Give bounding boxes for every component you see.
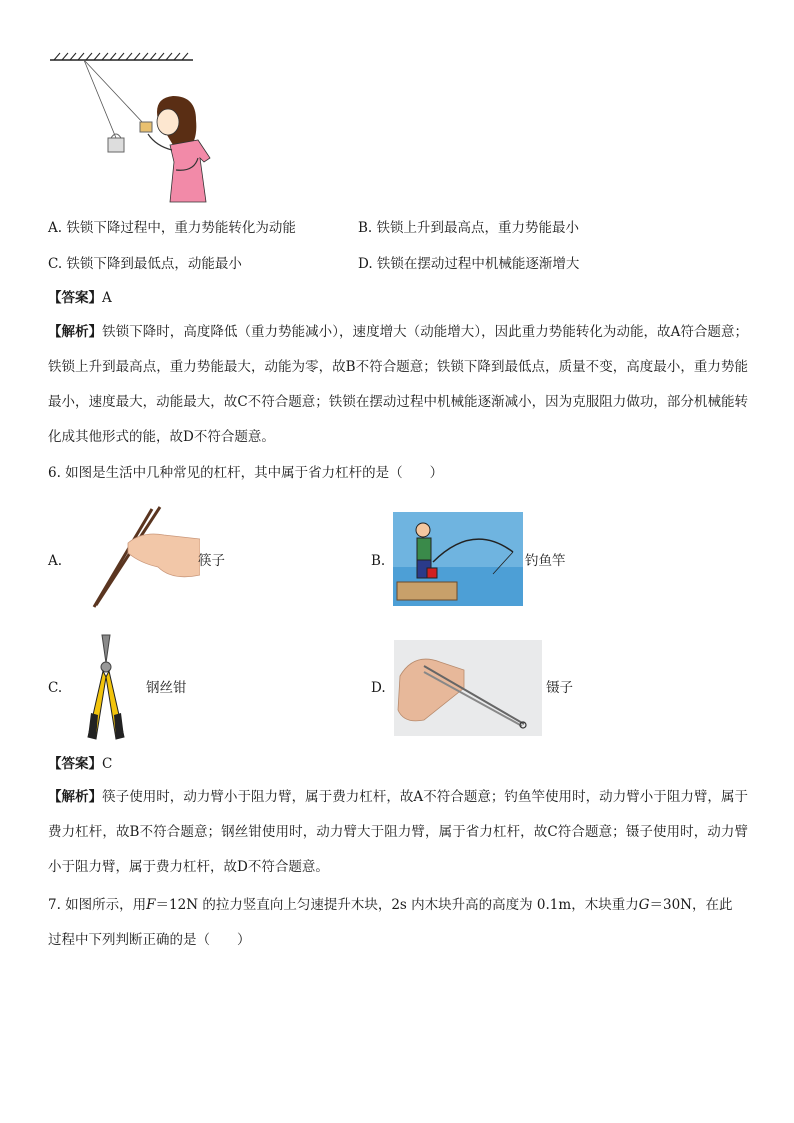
q7-stem-line2: 过程中下列判断正确的是（ ） bbox=[48, 932, 251, 948]
q7-force-symbol: F bbox=[146, 897, 156, 913]
q7-text-3: ＝30N，在此 bbox=[649, 897, 733, 913]
q6-option-d-label: 镊子 bbox=[546, 680, 573, 696]
q5-option-b: B. 铁锁上升到最高点，重力势能最小 bbox=[358, 220, 580, 236]
q6-option-a-letter: A. bbox=[48, 553, 63, 569]
analysis-text: 筷子使用时，动力臂小于阻力臂，属于费力杠杆，故A不符合题意；钓鱼竿使用时，动力臂小于阻力臂，属于费力杠杆，故B不符合题意；钢丝钳使用时，动力臂大于阻力臂，属于省力杠杆，故C符合题意；镊子使用时，动力臂小于阻力臂，属于费力杠杆，故D不符合题意。 bbox=[48, 789, 749, 875]
fishing-rod-image bbox=[393, 512, 523, 606]
q5-option-a: A. 铁锁下降过程中，重力势能转化为动能 bbox=[48, 220, 296, 236]
q6-analysis bbox=[48, 780, 748, 885]
q6-option-d-letter: D. bbox=[371, 680, 386, 696]
q6-option-a-label: 筷子 bbox=[198, 553, 225, 569]
q6-stem: 6. 如图是生活中几种常见的杠杆，其中属于省力杠杆的是（ ） bbox=[48, 465, 444, 481]
answer-value: A bbox=[102, 290, 112, 306]
q6-option-c-label: 钢丝钳 bbox=[146, 680, 187, 696]
q5-option-d: D. 铁锁在摆动过程中机械能逐渐增大 bbox=[358, 256, 580, 272]
q7-text-2: ＝12N 的拉力竖直向上匀速提升木块，2s 内木块升高的高度为 0.1m，木块重力 bbox=[155, 897, 639, 913]
answer-label: 【答案】 bbox=[48, 756, 102, 772]
q6-answer bbox=[48, 754, 112, 774]
pendulum-figure bbox=[48, 50, 228, 210]
analysis-text: 铁锁下降时，高度降低（重力势能减小），速度增大（动能增大），因此重力势能转化为动能，故A符合题意；铁锁上升到最高点，重力势能最大，动能为零，故B不符合题意；铁锁下降到最低点，质量不变，高度最小，重力势能最小，速度最大，动能最大，故C不符合题意；铁锁在摆动过程中机械能逐渐减小，因为克服阻力做功，部分机械能转化成其他形式的能，故D不符合题意。 bbox=[48, 324, 749, 445]
q7-stem-line1 bbox=[48, 895, 733, 915]
q5-analysis bbox=[48, 315, 748, 455]
answer-value: C bbox=[102, 756, 113, 772]
answer-label: 【答案】 bbox=[48, 290, 102, 306]
q6-option-b-letter: B. bbox=[371, 553, 386, 569]
chopsticks-image bbox=[92, 505, 200, 610]
analysis-label: 【解析】 bbox=[48, 324, 103, 340]
analysis-label: 【解析】 bbox=[48, 789, 103, 805]
q6-option-b-label: 钓鱼竿 bbox=[525, 553, 566, 569]
q7-gravity-symbol: G bbox=[638, 897, 650, 913]
pliers-image bbox=[76, 633, 140, 741]
q5-answer bbox=[48, 288, 112, 308]
q6-option-c-letter: C. bbox=[48, 680, 63, 696]
q5-option-c: C. 铁锁下降到最低点，动能最小 bbox=[48, 256, 242, 272]
q7-text-1: 7. 如图所示，用 bbox=[48, 897, 147, 913]
tweezers-image bbox=[394, 640, 542, 736]
